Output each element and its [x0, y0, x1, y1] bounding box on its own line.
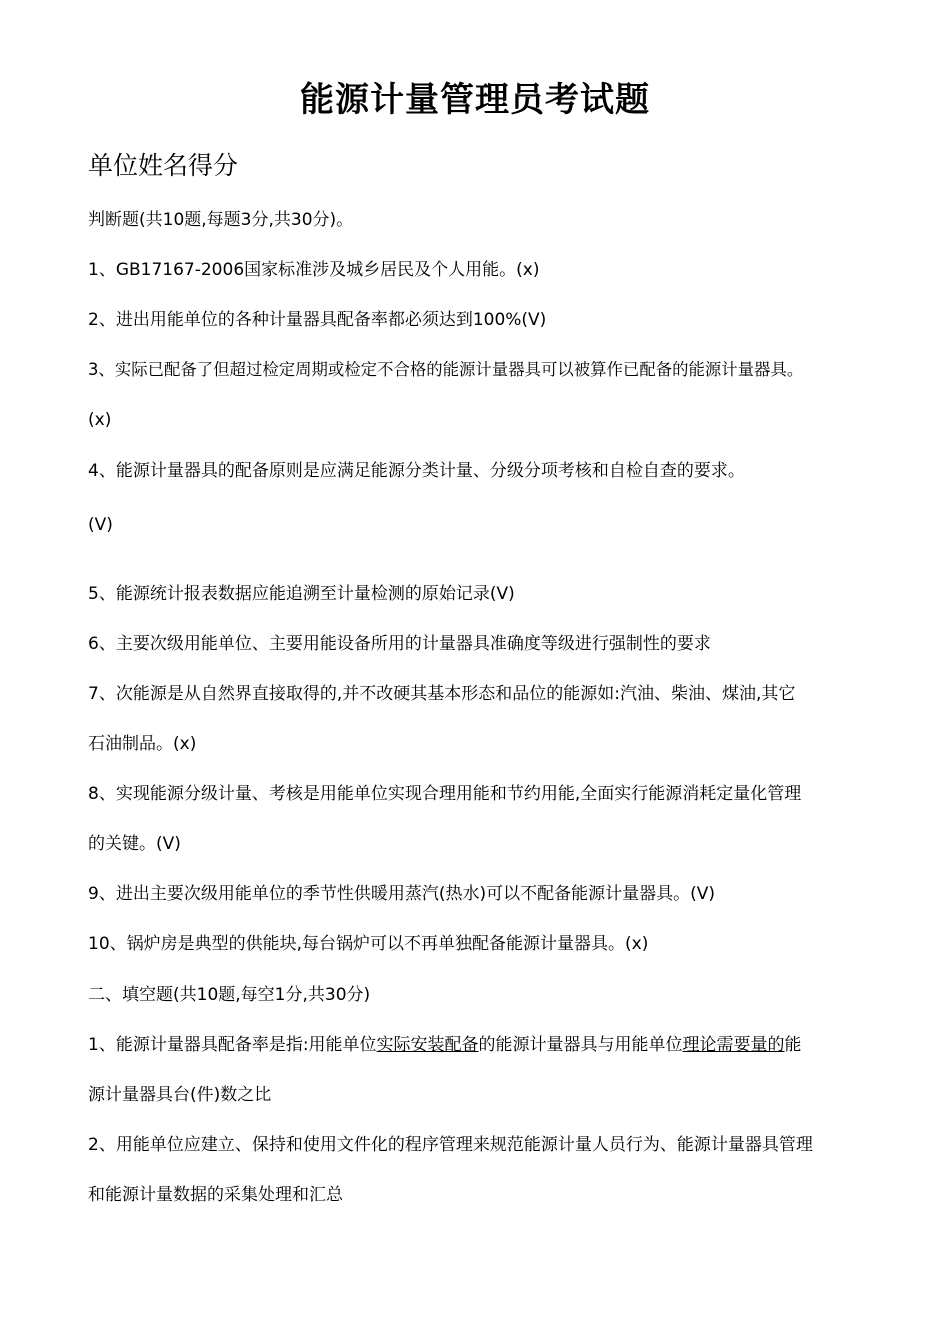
question-5: 5、能源统计报表数据应能追溯至计量检测的原始记录(V)	[88, 584, 515, 604]
fill-question-1-line1	[88, 1033, 802, 1057]
question-3-line2: (x)	[88, 410, 112, 430]
fill-question-1-text-b: 的能源计量器具与用能单位	[478, 1035, 683, 1055]
question-7-line1: 7、次能源是从自然界直接取得的,并不改硬其基本形态和品位的能源如:汽油、柴油、煤油,其它	[88, 684, 796, 704]
section1-heading: 判断题(共10题,每题3分,共30分)。	[88, 210, 354, 230]
question-8-line1: 8、实现能源分级计量、考核是用能单位实现合理用能和节约用能,全面实行能源消耗定量化管理	[88, 784, 802, 804]
question-8-line2: 的关键。(V)	[88, 834, 181, 854]
fill-blank-answer-2: 理论需要量的	[682, 1035, 785, 1055]
question-4-line2: (V)	[88, 515, 113, 535]
question-9: 9、进出主要次级用能单位的季节性供暖用蒸汽(热水)可以不配备能源计量器具。(V)	[88, 884, 715, 904]
page-title: 能源计量管理员考试题	[300, 80, 650, 120]
question-7-line2: 石油制品。(x)	[88, 734, 197, 754]
question-3-line1: 3、实际已配备了但超过检定周期或检定不合格的能源计量器具可以被算作已配备的能源计量器具。	[88, 360, 804, 379]
fill-blank-answer-1: 实际安装配备	[376, 1035, 479, 1055]
fill-question-1-text-c: 能	[784, 1035, 802, 1055]
section2-heading: 二、填空题(共10题,每空1分,共30分)	[88, 985, 371, 1005]
fill-question-1-line2: 源计量器具台(件)数之比	[88, 1085, 272, 1105]
question-2: 2、进出用能单位的各种计量器具配备率都必须达到100%(V)	[88, 310, 547, 330]
fill-question-2-line2: 和能源计量数据的采集处理和汇总	[88, 1185, 343, 1205]
header-fields: 单位姓名得分	[88, 151, 239, 180]
question-10: 10、锅炉房是典型的供能块,每台锅炉可以不再单独配备能源计量器具。(x)	[88, 934, 649, 954]
fill-question-1-text-a: 1、能源计量器具配备率是指:用能单位	[88, 1035, 377, 1055]
fill-question-2-line1: 2、用能单位应建立、保持和使用文件化的程序管理来规范能源计量人员行为、能源计量器具管理	[88, 1135, 813, 1155]
question-1: 1、GB17167-2006国家标准涉及城乡居民及个人用能。(x)	[88, 260, 540, 280]
question-4-line1: 4、能源计量器具的配备原则是应满足能源分类计量、分级分项考核和自检自查的要求。	[88, 461, 745, 481]
question-6: 6、主要次级用能单位、主要用能设备所用的计量器具准确度等级进行强制性的要求	[88, 634, 711, 654]
